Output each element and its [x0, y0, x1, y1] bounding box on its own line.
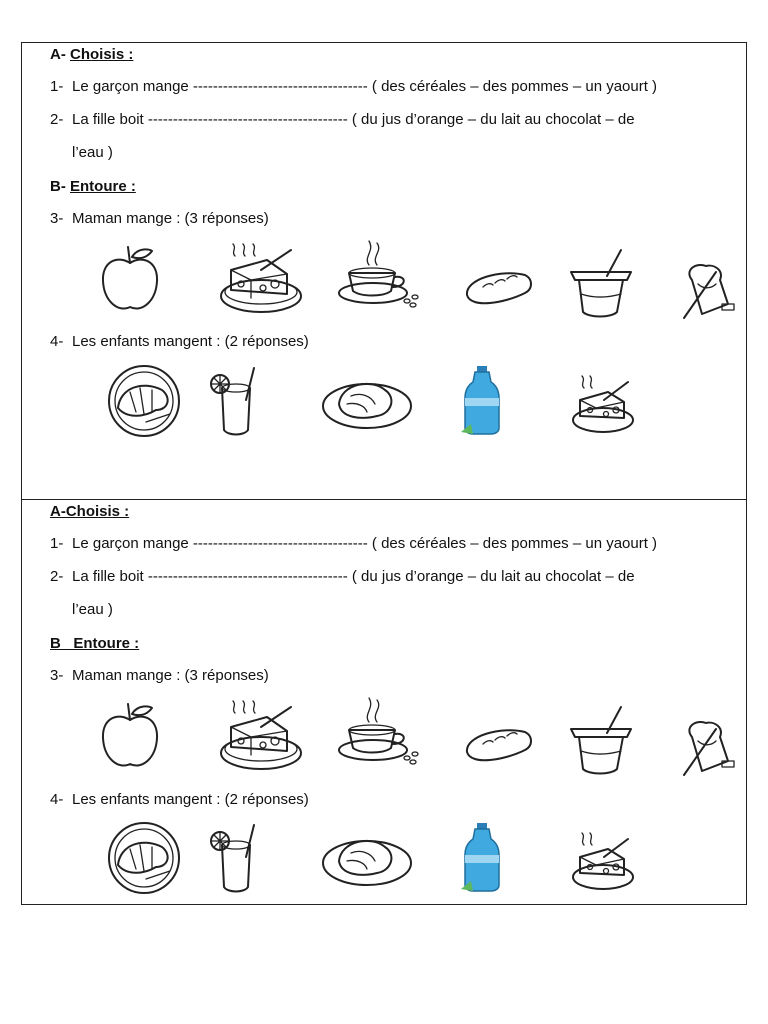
- question-2: 2- La fille boit ---------------------------------------- ( du jus d’orange – du lait au chocolat – de: [50, 111, 635, 128]
- question-1: 1- Le garçon mange ----------------------------------- ( des céréales – des pommes – un yaourt ): [50, 535, 658, 552]
- toast-icon[interactable]: [676, 717, 736, 779]
- question-3: 3- Maman mange : (3 réponses): [50, 210, 269, 227]
- toast-icon[interactable]: [676, 260, 736, 322]
- question-4: 4- Les enfants mangent : (2 réponses): [50, 791, 309, 808]
- apple-icon[interactable]: [98, 700, 162, 772]
- croissant-icon[interactable]: [106, 821, 182, 895]
- yogurt-icon[interactable]: [567, 703, 635, 777]
- croissant-icon[interactable]: [106, 364, 182, 438]
- section-a-heading: A- Choisis :: [50, 46, 134, 63]
- orange-juice-icon[interactable]: [206, 823, 262, 895]
- pain-au-chocolat-icon[interactable]: [321, 374, 413, 432]
- pain-au-chocolat-icon[interactable]: [321, 831, 413, 889]
- bread-icon[interactable]: [461, 265, 535, 309]
- coffee-cup-icon[interactable]: [331, 694, 423, 766]
- bread-icon[interactable]: [461, 722, 535, 766]
- section-b-heading: B- Entoure :: [50, 178, 136, 195]
- section-a-heading: A-Choisis :: [50, 503, 130, 520]
- section-b-heading: B_ Entoure :: [50, 635, 140, 652]
- water-bottle-icon[interactable]: [461, 364, 503, 436]
- yogurt-icon[interactable]: [567, 246, 635, 320]
- cheese-icon[interactable]: [217, 697, 305, 775]
- coffee-cup-icon[interactable]: [331, 237, 423, 309]
- question-4: 4- Les enfants mangent : (2 réponses): [50, 333, 309, 350]
- apple-icon[interactable]: [98, 243, 162, 315]
- question-3: 3- Maman mange : (3 réponses): [50, 667, 269, 684]
- cheese-icon[interactable]: [217, 240, 305, 318]
- question-2-continuation: l’eau ): [72, 601, 113, 618]
- cheese-icon[interactable]: [570, 831, 636, 893]
- question-2: 2- La fille boit ---------------------------------------- ( du jus d’orange – du lait au chocolat – de: [50, 568, 635, 585]
- question-2-continuation: l’eau ): [72, 144, 113, 161]
- cheese-icon[interactable]: [570, 374, 636, 436]
- orange-juice-icon[interactable]: [206, 366, 262, 438]
- water-bottle-icon[interactable]: [461, 821, 503, 893]
- question-1: 1- Le garçon mange ----------------------------------- ( des céréales – des pommes – un yaourt ): [50, 78, 658, 95]
